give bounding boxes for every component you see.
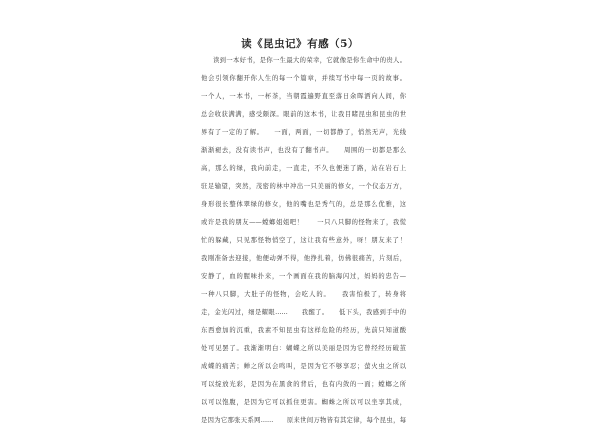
text-line: 总会收获满满，感受颇深。眼前的这本书，让我目睹昆虫和昆虫的世 — [201, 111, 406, 118]
text-line: 处可见罢了。我渐渐明白：蝴蝶之所以美丽是因为它曾经经历破茧 — [201, 345, 406, 352]
text-line: 驻足输望，突然，茂密的林中冲出一只美丽的修女，一个仪态万方， — [201, 183, 406, 190]
text-line: 界有了一定的了解。 一面，两面，一切都静了，悄然无声，光线 — [201, 129, 406, 136]
text-line: 我刚准备去迎接，他便动弹不得，他挣扎着，仿佛很痛苦，片刻后， — [201, 255, 406, 262]
text-line: 读到一本好书，是你一生最大的荣幸，它就像是你生命中的贵人。 — [213, 57, 406, 64]
text-line: 成蝶的痛苦；蝉之所以会鸣叫，是因为它不够享忍；萤火虫之所以 — [201, 363, 406, 370]
text-line: 安静了，血的腥味扑来，一个画面在我的脑海闪过，妈妈的忠告— — [201, 273, 406, 280]
text-line: 是因为它那张天系网…… 原来世间万物皆有其定律，每个昆虫，每 — [201, 417, 406, 424]
text-line: 或许是我的朋友——螳螂姐姐吧！ 一只八只脚的怪物来了，我慌 — [201, 219, 406, 226]
text-line: 一种八只脚，大肚子的怪物，会吃人的。 我害怕极了，转身将 — [201, 291, 406, 298]
document-body — [201, 52, 406, 430]
text-line: 以可以饱腹，是因为它可以抓住更害。蜘蛛之所以可以坐享其成， — [201, 399, 406, 406]
text-line: 东西愈加的沉重，我素不知昆虫有这样危险的经历，先前只知道酸 — [201, 327, 406, 334]
text-line: 他会引领你翻开你人生的每一个篇章，并续写书中每一页的故事。 — [201, 75, 406, 82]
text-line: 忙的躲藏，只见那怪物悄空了，这让我有些意外，呀！朋友来了！ — [201, 237, 406, 244]
document-title: 读《昆虫记》有感（5） — [241, 38, 359, 50]
text-line: 渐渐褪去，没有读书声，也没有了翻书声。 周围的一切都是那么 — [201, 147, 406, 154]
text-line: 身形很长整体翠绿的修女，他的嘴也是秀气的，总是那么优雅，这 — [201, 201, 406, 208]
text-line: 可以绽放光彩，是因为在黑食的背后，也有内敛的一面；螳螂之所 — [201, 381, 406, 388]
text-line: 高，那么的绿，我向前走，一直走，不久也便迷了路，站在岩石上 — [201, 165, 406, 172]
text-line: 一个人，一本书，一杯茶，当朝霞遍野直至落日余晖洒向人间，你 — [201, 93, 406, 100]
text-line: 走，金光闪过，细是耀眼…… 我醒了。 低下头，我感到手中的 — [201, 309, 406, 316]
